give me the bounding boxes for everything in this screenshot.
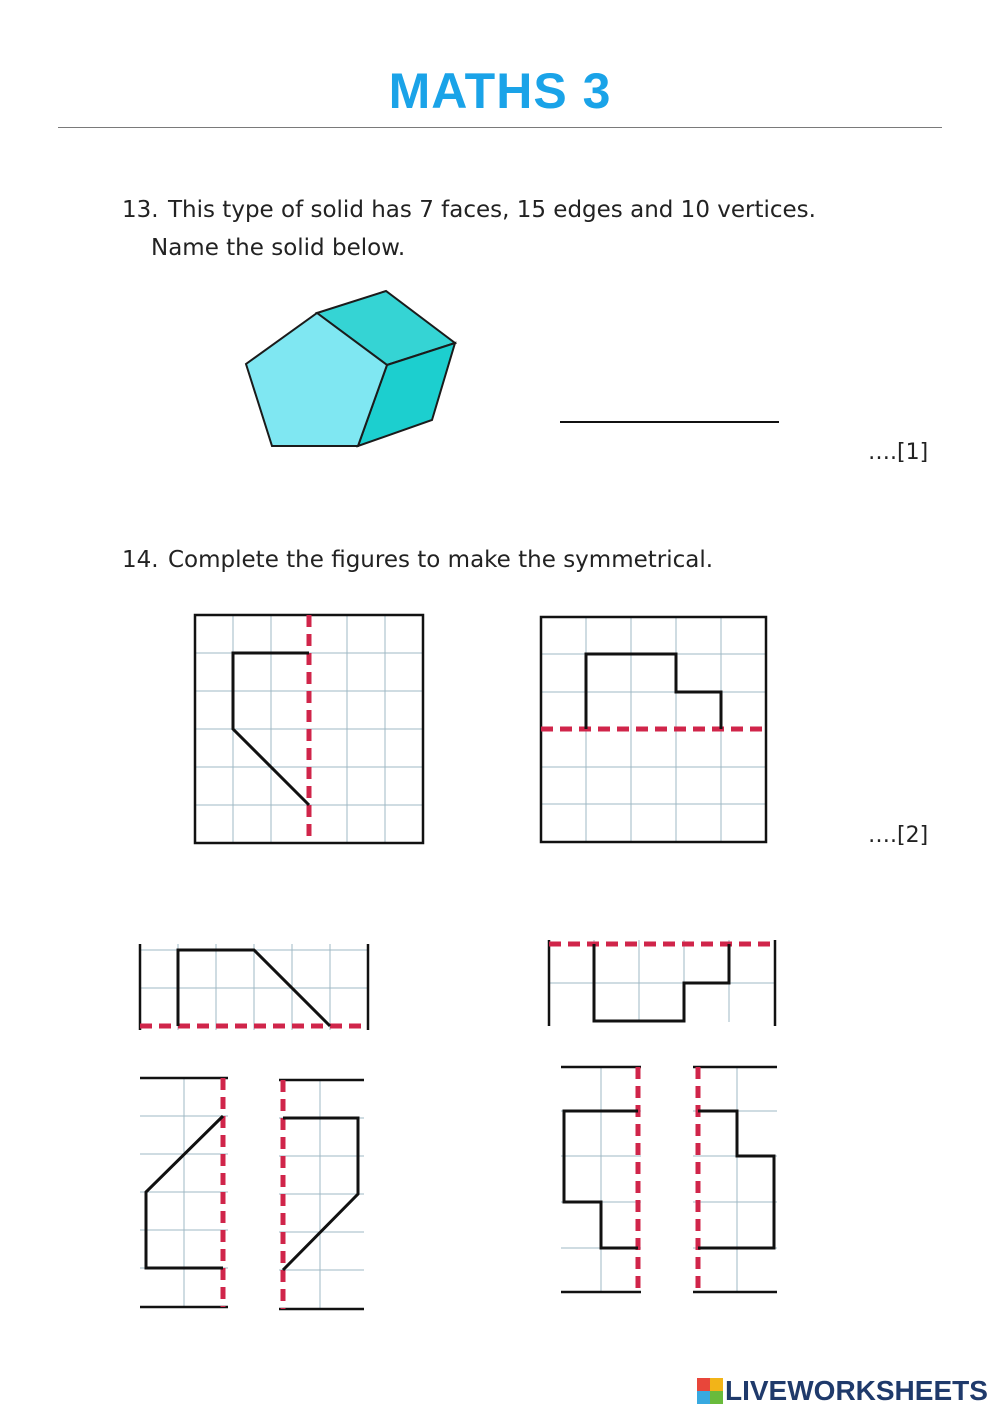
- marks-q13: ….[1]: [868, 440, 929, 465]
- logo-text: LIVEWORKSHEETS: [725, 1375, 988, 1406]
- liveworksheets-logo: [697, 1373, 988, 1409]
- symmetry-grid-b[interactable]: [541, 617, 766, 842]
- symmetry-grid-d[interactable]: [549, 940, 775, 1026]
- page-title: MATHS 3: [388, 63, 612, 119]
- question-13-text: This type of solid has 7 faces, 15 edges and 10 vertices.: [168, 197, 816, 223]
- symmetry-grid-f[interactable]: [279, 1080, 364, 1309]
- question-13-subtext: Name the solid below.: [151, 235, 406, 261]
- symmetry-grid-c[interactable]: [140, 944, 368, 1030]
- marks-q14: ….[2]: [868, 823, 929, 848]
- half-shape: [698, 1111, 774, 1248]
- question-14-text: Complete the figures to make the symmetrical.: [168, 547, 714, 573]
- question-13-number: 13.: [122, 197, 159, 223]
- symmetry-grid-a[interactable]: [195, 615, 423, 843]
- symmetry-grid-h[interactable]: [693, 1067, 777, 1292]
- question-14-number: 14.: [122, 547, 159, 573]
- symmetry-grid-g[interactable]: [561, 1067, 641, 1292]
- symmetry-grid-e[interactable]: [140, 1078, 228, 1307]
- liveworksheets-icon: [697, 1378, 723, 1404]
